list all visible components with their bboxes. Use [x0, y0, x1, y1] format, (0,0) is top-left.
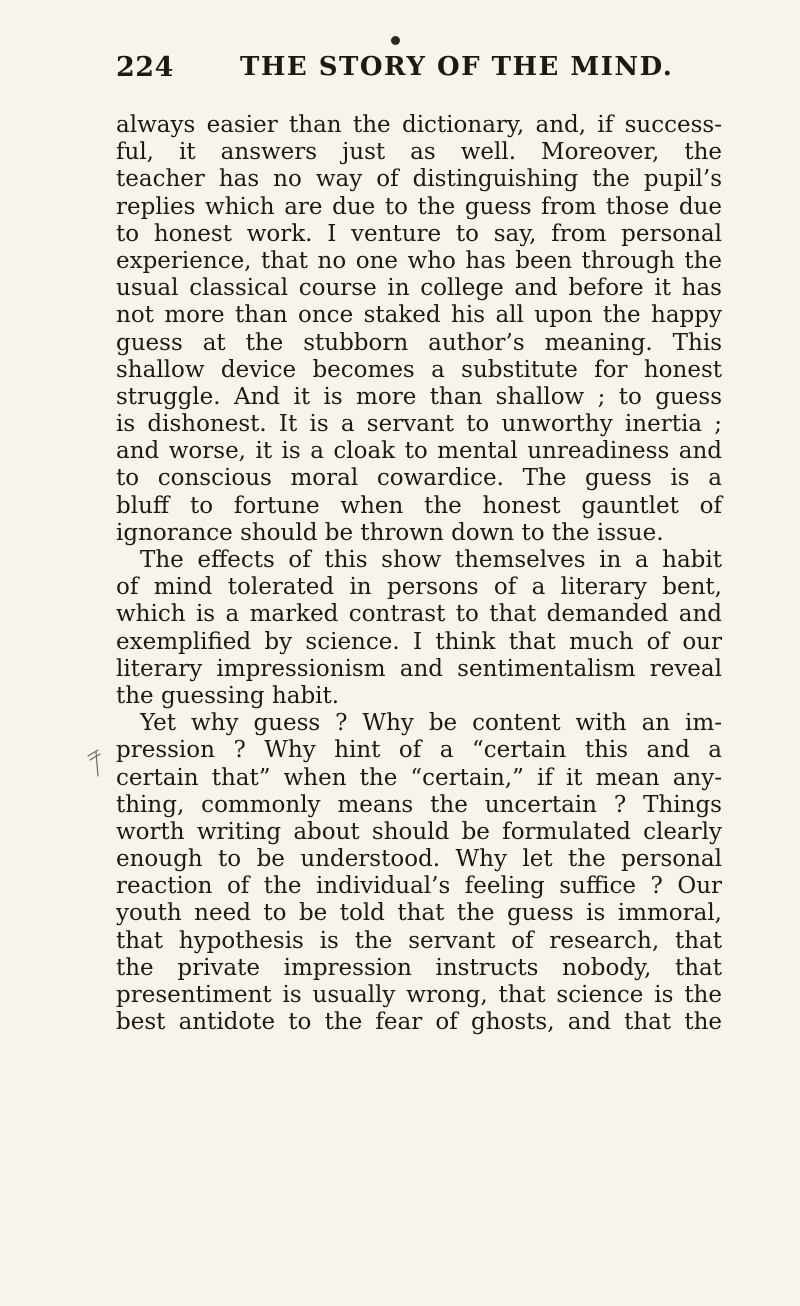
- text-line-10: shallow device becomes a substitute for honest: [116, 356, 722, 383]
- text-line-8: not more than once staked his all upon the happy: [116, 302, 722, 329]
- text-line-18: of mind tolerated in persons of a literary bent,: [116, 574, 722, 601]
- text-line-14: to conscious moral cowardice. The guess is a: [116, 465, 722, 492]
- text-line-1: always easier than the dictionary, and, if success-: [116, 112, 722, 138]
- text-line-17: The effects of this show themselves in a habit: [140, 547, 722, 573]
- text-line-26: thing, commonly means the uncertain ? Things: [116, 791, 722, 818]
- text-line-25: certain that” when the “certain,” if it mean any-: [116, 764, 722, 791]
- text-line-16: ignorance should be thrown down to the issue.: [116, 519, 664, 546]
- text-line-30: youth need to be told that the guess is immoral,: [116, 900, 722, 927]
- text-line-33: presentiment is usually wrong, that science is the: [116, 982, 722, 1008]
- body-text: [116, 112, 722, 1036]
- text-line-9: guess at the stubborn author’s meaning. This: [116, 329, 722, 356]
- text-line-29: reaction of the individual’s feeling suffice ? Our: [116, 873, 722, 900]
- margin-pencil-mark: [84, 746, 108, 786]
- running-title: THE STORY OF THE MIND.: [240, 52, 674, 82]
- text-line-27: worth writing about should be formulated clearly: [116, 818, 722, 845]
- text-line-21: literary impressionism and sentimentalism reveal: [116, 655, 722, 682]
- text-line-20: exemplified by science. I think that much of our: [116, 628, 722, 655]
- text-line-24: pression ? Why hint of a “certain this and a: [116, 737, 722, 764]
- text-line-6: experience, that no one who has been through the: [116, 247, 722, 274]
- text-line-11: struggle. And it is more than shallow ; to guess: [116, 383, 722, 410]
- text-line-22: the guessing habit.: [116, 682, 340, 709]
- text-line-5: to honest work. I venture to say, from personal: [116, 220, 722, 247]
- page-header: [116, 52, 720, 96]
- text-line-3: teacher has no way of distinguishing the pupil’s: [116, 166, 722, 193]
- page-number: 224: [116, 52, 174, 83]
- text-line-23: Yet why guess ? Why be content with an im-: [140, 710, 722, 737]
- printer-dot: [391, 36, 400, 45]
- text-line-32: the private impression instructs nobody, that: [116, 954, 722, 981]
- text-line-7: usual classical course in college and before it has: [116, 275, 722, 302]
- text-line-19: which is a marked contrast to that demanded and: [116, 601, 722, 628]
- text-line-13: and worse, it is a cloak to mental unreadiness and: [116, 438, 722, 465]
- text-line-4: replies which are due to the guess from those due: [116, 193, 722, 220]
- text-line-15: bluff to fortune when the honest gauntlet of: [116, 492, 722, 519]
- text-line-28: enough to be understood. Why let the personal: [116, 846, 722, 873]
- text-line-34: best antidote to the fear of ghosts, and that the: [116, 1009, 722, 1036]
- text-line-2: ful, it answers just as well. Moreover, the: [116, 139, 722, 166]
- text-line-31: that hypothesis is the servant of research, that: [116, 927, 722, 954]
- text-line-12: is dishonest. It is a servant to unworthy inertia ;: [116, 411, 722, 438]
